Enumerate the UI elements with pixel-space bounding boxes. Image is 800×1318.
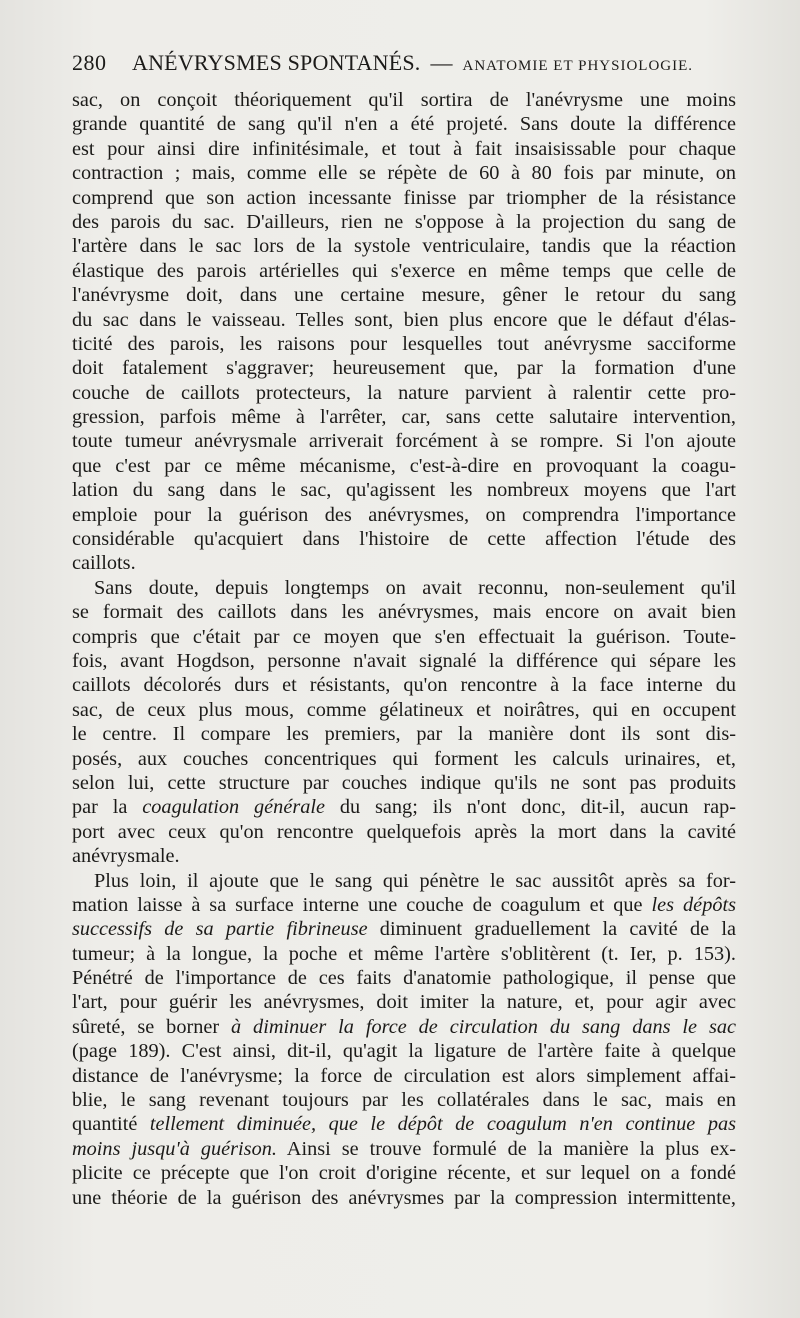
text-segment: mation laisse à sa surface interne une couche de coagulum et que bbox=[72, 893, 652, 916]
text-line: l'anévrysme doit, dans une certaine mesure, gêner le retour du sang bbox=[72, 284, 736, 307]
text-line: est pour ainsi dire infinitésimale, et tout à fait insaisissable pour chaque bbox=[72, 137, 736, 160]
text-line: l'art, pour guérir les anévrysmes, doit imiter la nature, et, pour agir avec bbox=[72, 991, 736, 1014]
text-line: (page 189). C'est ainsi, dit-il, qu'agit la ligature de l'artère faite à quelque bbox=[72, 1040, 736, 1063]
text-line: doit fatalement s'aggraver; heureusement que, par la formation d'une bbox=[72, 357, 736, 380]
text-segment: quantité bbox=[72, 1113, 150, 1136]
text-line: toute tumeur anévrysmale arriverait forcément à se rompre. Si l'on ajoute bbox=[72, 430, 736, 453]
text-segment: par la bbox=[72, 796, 143, 819]
text-line: sac, on conçoit théoriquement qu'il sortira de l'anévrysme une moins bbox=[72, 89, 736, 111]
page-number: 280 bbox=[72, 50, 107, 75]
text-line: caillots. bbox=[72, 552, 136, 575]
text-line: des parois du sac. D'ailleurs, rien ne s'oppose à la projection du sang de bbox=[72, 210, 736, 233]
text-line: couche de caillots protecteurs, la nature parvient à ralentir cette pro- bbox=[72, 381, 736, 404]
text-line: contraction ; mais, comme elle se répète de 60 à 80 fois par minute, on bbox=[72, 162, 736, 185]
italic-segment: à diminuer la force de circulation du sang dans le sac bbox=[231, 1015, 736, 1038]
text-line: distance de l'anévrysme; la force de circulation est alors simplement affai- bbox=[72, 1064, 736, 1087]
text-line: une théorie de la guérison des anévrysmes par la compression intermittente, bbox=[72, 1186, 736, 1209]
text-line: Plus loin, il ajoute que le sang qui pénètre le sac aussitôt après sa for- bbox=[94, 869, 736, 892]
text-line: élastique des parois artérielles qui s'exerce en même temps que celle de bbox=[72, 259, 736, 282]
text-line bbox=[72, 795, 736, 819]
text-line: lation du sang dans le sac, qu'agissent les nombreux moyens que l'art bbox=[72, 479, 736, 502]
header-dash: — bbox=[430, 50, 453, 75]
text-line: grande quantité de sang qu'il n'en a été projeté. Sans doute la différence bbox=[72, 113, 736, 136]
text-line: Pénétré de l'importance de ces faits d'anatomie pathologique, il pense que bbox=[72, 967, 736, 990]
running-title: ANÉVRYSMES SPONTANÉS. bbox=[132, 50, 421, 75]
italic-segment: tellement diminuée, que le dépôt de coagulum n'en continue pas bbox=[149, 1113, 736, 1136]
italic-segment: moins jusqu'à guérison. bbox=[72, 1137, 277, 1160]
text-line: l'artère dans le sac lors de la systole ventriculaire, tandis que la réaction bbox=[72, 235, 736, 258]
text-line: considérable qu'acquiert dans l'histoire de cette affection l'étude des bbox=[72, 528, 736, 551]
text-line: ticité des parois, les raisons pour lesquelles tout anévrysme sacciforme bbox=[72, 332, 736, 355]
running-header bbox=[72, 50, 736, 82]
text-segment: du sang; ils n'ont donc, dit-il, aucun rap- bbox=[325, 796, 736, 819]
text-line: se formait des caillots dans les anévrysmes, mais encore on avait bien bbox=[72, 601, 736, 624]
text-line: tumeur; à la longue, la poche et même l'artère s'oblitèrent (t. Ier, p. 153). bbox=[72, 942, 736, 965]
text-line: compris que c'était par ce moyen que s'en effectuait la guérison. Toute- bbox=[72, 625, 736, 648]
text-line: que c'est par ce même mécanisme, c'est-à-dire en provoquant la coagu- bbox=[72, 454, 736, 477]
text-line: anévrysmale. bbox=[72, 845, 180, 868]
text-line: emploie pour la guérison des anévrysmes, on comprendra l'importance bbox=[72, 503, 736, 526]
text-line: comprend que son action incessante finisse par triompher de la résistance bbox=[72, 186, 736, 209]
section-title: ANATOMIE ET PHYSIOLOGIE. bbox=[462, 58, 694, 74]
text-line: sac, de ceux plus mous, comme gélatineux et noirâtres, qui en occupent bbox=[72, 698, 736, 721]
text-line: le centre. Il compare les premiers, par la manière dont ils sont dis- bbox=[72, 723, 736, 746]
text-line bbox=[72, 1015, 736, 1039]
italic-segment: successifs de sa partie fibrineuse bbox=[72, 918, 368, 941]
text-line: plicite ce précepte que l'on croit d'origine récente, et sur lequel on a fondé bbox=[72, 1162, 736, 1185]
text-line: posés, aux couches concentriques qui forment les calculs urinaires, et, bbox=[72, 747, 736, 770]
text-line bbox=[72, 893, 736, 917]
text-segment: diminuent graduellement la cavité de la bbox=[367, 918, 736, 941]
text-line: selon lui, cette structure par couches indique qu'ils ne sont pas produits bbox=[72, 771, 736, 794]
text-line: gression, parfois même à l'arrêter, car, sans cette salutaire intervention, bbox=[72, 406, 736, 429]
text-line: blie, le sang revenant toujours par les collatérales dans le sac, mais en bbox=[72, 1089, 736, 1112]
text-line bbox=[72, 917, 736, 941]
italic-segment: coagulation générale bbox=[142, 796, 325, 819]
text-segment: sûreté, se borner bbox=[72, 1015, 232, 1038]
text-segment: Ainsi se trouve formulé de la manière la plus ex- bbox=[276, 1137, 736, 1160]
text-line bbox=[72, 1137, 736, 1161]
text-line: du sac dans le vaisseau. Telles sont, bien plus encore que le défaut d'élas- bbox=[72, 308, 736, 331]
italic-segment: les dépôts bbox=[651, 893, 736, 916]
text-line bbox=[72, 1112, 736, 1136]
text-line: fois, avant Hogdson, personne n'avait signalé la différence qui sépare les bbox=[72, 649, 736, 672]
text-line: port avec ceux qu'on rencontre quelquefois après la mort dans la cavité bbox=[72, 820, 736, 843]
text-line: Sans doute, depuis longtemps on avait reconnu, non-seulement qu'il bbox=[94, 576, 736, 599]
body-text bbox=[72, 88, 736, 1210]
text-line: caillots décolorés durs et résistants, qu'on rencontre à la face interne du bbox=[72, 674, 736, 697]
